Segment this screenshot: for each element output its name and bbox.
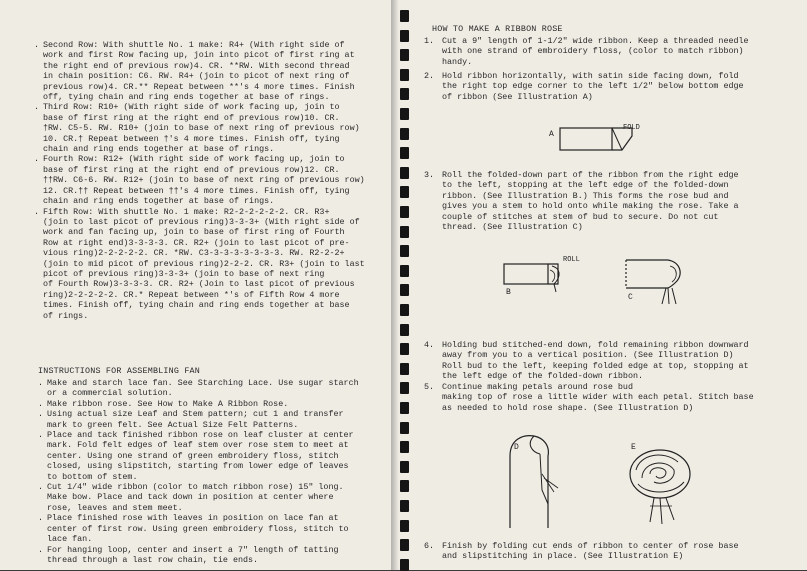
assembly-step: . Using actual size Leaf and Stem pattern; cut 1 and transfer mark to green felt. See Actual Size Felt Patterns. <box>38 409 344 430</box>
binding-hole <box>400 461 409 473</box>
illustration-c <box>622 252 702 312</box>
binding-hole <box>400 363 409 375</box>
binding-hole <box>400 265 409 277</box>
binding-hole <box>400 500 409 512</box>
binding-hole <box>400 186 409 198</box>
row-five-paragraph: . Fifth Row: With shuttle No. 1 make: R2-2-2-2-2-2. CR. R3+ (join to last picot of previous ring)3-3-3+ (With right side of work and fan facing up, join to base of first ring of Fourth Row at right end)3-3-3-3. CR. R2+ (join to last picot of pre- vious ring)2-2-2-2-2. CR. *RW. C3-3-3-3-3-3-3-3. RW. R2-2-2+ (join to mid picot of previous ring)2-2-2. CR. R3+ (join to last picot of previous ring)3-3-3+ (join to base of next ring of Fourth Row)3-3-3-3. CR. R2+ (Join to last picot of previous ring)2-2-2-2-2. CR.* Repeat between *'s of Fifth Row 4 more times. Finish off, tying chain and ring ends together at base of rings. <box>34 206 365 321</box>
binding-hole <box>400 539 409 551</box>
step-text: Hold ribbon horizontally, with satin side facing down, fold the right top edge corner to the left 1/2" below bottom edge of ribbon (See Illustration A) <box>442 71 744 102</box>
binding-spine <box>391 0 421 570</box>
binding-hole <box>400 226 409 238</box>
row-four-paragraph: . Fourth Row: R12+ (With right side of work facing up, join to base of first ring at the right end of previous row)12. CR. ††RW. C6-6. RW. R12+ (join to base of next ring of previous row) 12. CR.†† Repeat between ††'s 4 more times. Finish off, tying chain and ring ends together at base of rings. <box>34 154 365 207</box>
rows-section <box>34 40 365 321</box>
assembly-steps <box>38 378 359 565</box>
binding-hole <box>400 559 409 571</box>
row-five-text: Fifth Row: With shuttle No. 1 make: R2-2-2-2-2-2. CR. R3+ (join to last picot of previous ring)3-3-3+ (With right side of work and fan facing up, join to base of first ring of Fourth Row at right end)3-3-3-3. CR. R2+ (join to last picot of pre- vious ring)2-2-2-2-2. CR. *RW. C3-3-3-3-3-3-3-3. RW. R2-2-2+ (join to mid picot of previous ring)2-2-2. CR. R3+ (join to last picot of previous ring)3-3-3+ (join to base of next ring of Fourth Row)3-3-3-3. CR. R2+ (Join to last picot of previous ring)2-2-2-2-2. CR.* Repeat between *'s of Fifth Row 4 more times. Finish off, tying chain and ring ends together at base of rings. <box>43 206 365 321</box>
step-number: 5. <box>424 382 435 392</box>
step-text: Holding bud stitched-end down, fold remaining ribbon downward away from you to a vertical position. (See Illustration D) Roll bud to the left, keeping folded edge at top, stopping at the left edge of the folded-down ribbon. <box>442 340 749 382</box>
label-b: B <box>506 288 511 297</box>
step-6 <box>424 541 739 562</box>
binding-hole <box>400 520 409 532</box>
binding-hole <box>400 108 409 120</box>
binding-hole <box>400 245 409 257</box>
step-text: Finish by folding cut ends of ribbon to center of rose base and slipstitching in place. (See Illustration E) <box>442 541 739 562</box>
step-1 <box>424 36 749 67</box>
binding-hole <box>400 402 409 414</box>
binding-hole <box>400 480 409 492</box>
assembly-step: . Place finished rose with leaves in position on lace fan at center of first row. Using green embroidery floss, stitch to lace fan. <box>38 513 349 545</box>
label-e: E <box>631 443 636 452</box>
step-2 <box>424 71 744 102</box>
step-4 <box>424 340 749 382</box>
step-text: Roll the folded-down part of the ribbon from the right edge to the left, stopping at the left edge of the folded-down ribbon. (See Illustration B.) This forms the rose bud and gives you a stem to hold onto while making the rose. Take a couple of stitches at stem of bud to secure. Do not cut thread. (See Illustration C) <box>442 170 739 233</box>
label-c: C <box>628 293 633 302</box>
spine-shadow <box>391 0 399 570</box>
binding-hole <box>400 382 409 394</box>
step-number: 6. <box>424 541 435 551</box>
assembly-step: . Cut 1/4" wide ribbon (color to match ribbon rose) 15" long. Make bow. Place and tack down in position at center where rose, leaves and stem meet. <box>38 482 344 513</box>
binding-hole <box>400 69 409 81</box>
left-page <box>0 0 398 570</box>
binding-hole <box>400 49 409 61</box>
step-number: 3. <box>424 170 435 180</box>
binding-hole <box>400 206 409 218</box>
row-three-paragraph: . Third Row: R10+ (With right side of work facing up, join to base of first ring at the right end of previous row)10. CR. †RW. C5-5. RW. R10+ (join to base of next ring of previous row) 10. CR.† Repeat between †'s 4 more times. Finish off, tying chain and ring ends together at base of rings. <box>34 102 360 155</box>
binding-hole <box>400 343 409 355</box>
label-a: A <box>549 130 554 139</box>
binding-hole <box>400 284 409 296</box>
row-two-text: Second Row: With shuttle No. 1 make: R4+ (With right side of work and first Row facing up, join into picot of first ring at the right end of previous row)4. CR. **RW. With second thread in chain position: C6. RW. R4+ (join to picot of next ring of previous row)4. CR.** Repeat between **'s 4 more times. Finish off, tying chain and ring ends together at base of rings. <box>43 40 355 103</box>
label-d: D <box>514 443 519 452</box>
label-fold: FOLD <box>623 124 640 132</box>
illustration-e <box>620 440 700 530</box>
row-two-paragraph: . Second Row: With shuttle No. 1 make: R4+ (With right side of work and first Row facing up, join into picot of first ring at the right end of previous row)4. CR. **RW. With second thread in chain position: C6. RW. R4+ (join to picot of next ring of previous row)4. CR.** Repeat between **'s 4 more times. Finish off, tying chain and ring ends together at base of rings. <box>34 40 355 103</box>
binding-hole <box>400 167 409 179</box>
right-page <box>398 0 807 570</box>
assembly-step: . Make and starch lace fan. See Starching Lace. Use sugar starch or a commercial solution. <box>38 378 359 399</box>
binding-hole <box>400 30 409 42</box>
assembly-heading: INSTRUCTIONS FOR ASSEMBLING FAN <box>38 366 201 376</box>
step-text: Continue making petals around rose bud making top of rose a little wider with each petal. Stitch base as needed to hold rose shape. (See Illustration D) <box>442 382 754 413</box>
assembly-step: . For hanging loop, center and insert a 7" length of tatting thread through a last row chain, tie ends. <box>38 544 339 565</box>
assembly-step: . Place and tack finished ribbon rose on leaf cluster at center mark. Fold felt edges of leaf stem over rose stem to meet at center. Using one strand of green embroidery floss, stitch closed, using slipstitch, starting from lower edge of leaves to bottom of stem. <box>38 430 354 482</box>
step-3 <box>424 170 739 232</box>
ribbon-rose-title: HOW TO MAKE A RIBBON ROSE <box>432 24 563 34</box>
binding-hole <box>400 88 409 100</box>
row-four-text: Fourth Row: R12+ (With right side of work facing up, join to base of first ring at the right end of previous row)12. CR. ††RW. C6-6. RW. R12+ (join to base of next ring of previous row) 12. CR.†† Repeat between ††'s 4 more times. Finish off, tying chain and ring ends together at base of rings. <box>43 154 365 207</box>
binding-hole <box>400 441 409 453</box>
assembly-step: . Make ribbon rose. See How to Make A Ribbon Rose. <box>38 398 289 409</box>
step-number: 1. <box>424 36 435 46</box>
finished-rose-drawing <box>620 440 700 530</box>
label-roll: ROLL <box>563 256 580 264</box>
row-three-text: Third Row: R10+ (With right side of work facing up, join to base of first ring at the right end of previous row)10. CR. †RW. C5-5. RW. R10+ (join to base of next ring of previous row) 10. CR.† Repeat between †'s 4 more times. Finish off, tying chain and ring ends together at base of rings. <box>43 102 360 155</box>
step-number: 4. <box>424 340 435 350</box>
binding-hole <box>400 128 409 140</box>
binding-hole <box>400 422 409 434</box>
binding-hole <box>400 324 409 336</box>
binding-hole <box>400 10 409 22</box>
step-5 <box>424 382 754 413</box>
stitched-bud-drawing <box>622 252 702 312</box>
binding-hole <box>400 304 409 316</box>
step-text: Cut a 9" length of 1-1/2" wide ribbon. Keep a threaded needle with one strand of embroidery floss, (color to match ribbon) handy. <box>442 36 749 67</box>
step-number: 2. <box>424 71 435 81</box>
binding-hole <box>400 147 409 159</box>
